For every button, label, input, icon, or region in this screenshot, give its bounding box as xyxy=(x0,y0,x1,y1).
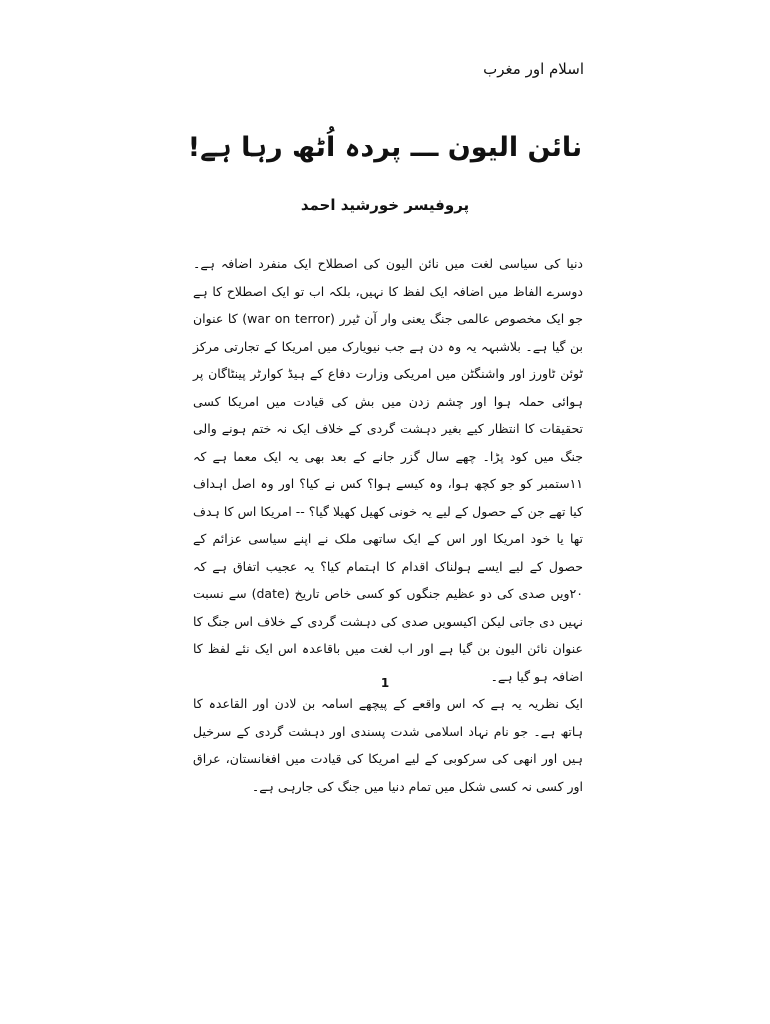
author-name: پروفیسر خورشید احمد xyxy=(300,196,470,214)
article-body xyxy=(193,250,583,800)
paragraph-2: ایک نظریہ یہ ہے کہ اس واقعے کے پیچھے اسامہ بن لادن اور القاعدہ کا ہاتھ ہے۔ جو نام نہاد اسلامی شدت پسندی اور دہشت گردی کے سرخیل ہیں اور انھی کی سرکوبی کے لیے امریکا کی قیادت میں افغانستان، عراق اور کسی نہ کسی شکل میں تمام دنیا میں جنگ کی جارہی ہے۔ xyxy=(193,696,583,794)
running-header: اسلام اور مغرب xyxy=(483,60,584,78)
paragraph-1: دنیا کی سیاسی لغت میں نائن الیون کی اصطلاح ایک منفرد اضافہ ہے۔ دوسرے الفاظ میں اضافہ ایک لفظ کا نہیں، بلکہ اب تو ایک اصطلاح کا ہے جو ایک مخصوص عالمی جنگ یعنی وار آن ٹیرر (war on terror) کا عنوان بن گیا ہے۔ بلاشبہہ یہ وہ دن ہے جب نیویارک میں امریکا کے تجارتی مرکز ٹوئن ٹاورز اور واشنگٹن میں امریکی وزارت دفاع کے ہیڈ کوارٹر پینٹاگان پر ہوائی حملہ ہوا اور چشم زدن میں بش کی قیادت میں امریکا کسی تحقیقات کا انتظار کیے بغیر دہشت گردی کے خلاف ایک نہ ختم ہونے والی جنگ میں کود پڑا۔ چھے سال گزر جانے کے بعد بھی یہ ایک معما ہے کہ ۱۱ستمبر کو جو کچھ ہوا، وہ کیسے ہوا؟ کس نے کیا؟ اور وہ اصل اہداف کیا تھے جن کے حصول کے لیے یہ خونی کھیل کھیلا گیا؟ -- امریکا اس کا ہدف تھا یا خود امریکا اور اس کے ایک ساتھی ملک نے اپنے سیاسی عزائم کے حصول کے لیے ایسے ہولناک اقدام کا اہتمام کیا؟ یہ عجیب اتفاق ہے کہ ۲۰ویں صدی کی دو عظیم جنگوں کو کسی خاص تاریخ (date) سے نسبت نہیں دی جاتی لیکن اکیسویں صدی کی دہشت گردی کے خلاف اس جنگ کا عنوان نائن الیون بن گیا ہے اور اب لغت میں باقاعدہ اس ایک نئے لفظ کا اضافہ ہو گیا ہے۔ xyxy=(193,256,583,684)
page-title: نائن الیون ـــ پردہ اُٹھ رہا ہے! xyxy=(187,132,583,163)
page-number: 1 xyxy=(380,676,390,690)
